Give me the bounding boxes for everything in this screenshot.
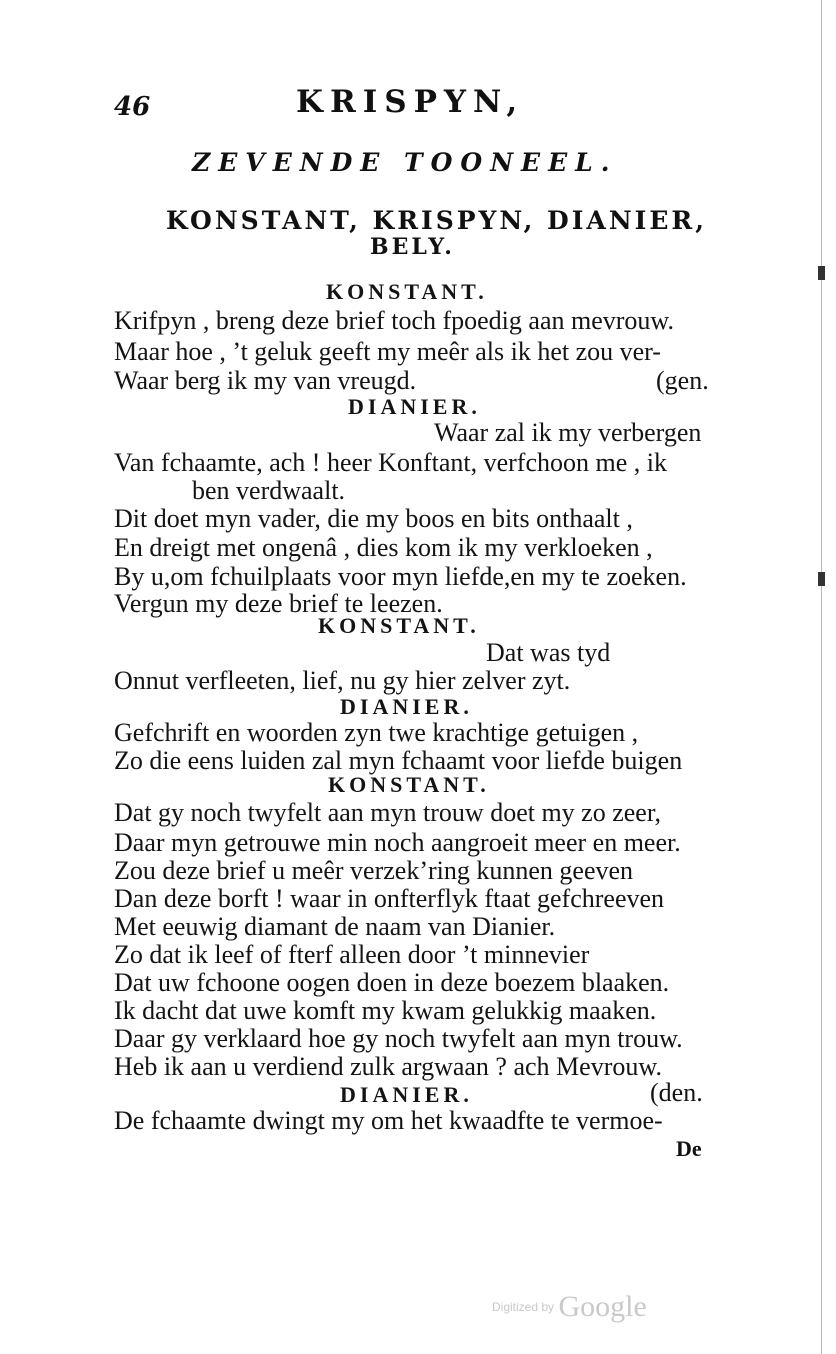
speaker-label: DIANIER. xyxy=(340,1082,473,1107)
cast-line-2: BELY. xyxy=(370,234,455,260)
verse-line: Heb ik aan u verdiend zulk argwaan ? ach Mevrouw. xyxy=(114,1052,662,1081)
verse-line: By u,om fchuilplaats voor myn liefde,en my te zoeken. xyxy=(114,562,687,591)
verse-line: Vergun my deze brief te leezen. xyxy=(114,589,443,618)
verse-line: Dat was tyd xyxy=(486,638,611,667)
speaker-label: KONSTANT. xyxy=(328,772,490,797)
verse-line: Zo die eens luiden zal myn fchaamt voor liefde buigen xyxy=(114,746,683,775)
verse-line: Waar berg ik my van vreugd. xyxy=(114,366,417,395)
verse-line: Krifpyn , breng deze brief toch fpoedig aan mevrouw. xyxy=(114,306,674,335)
verse-line: Dat gy noch twyfelt aan myn trouw doet my zo zeer, xyxy=(114,798,661,827)
cast-line-1: KONSTANT, KRISPYN, DIANIER, xyxy=(166,206,707,235)
verse-line: De fchaamte dwingt my om het kwaadfte te vermoe- xyxy=(114,1106,663,1135)
watermark-logo: Google xyxy=(558,1290,647,1323)
verse-line: Dat uw fchoone oogen doen in deze boezem blaaken. xyxy=(114,968,670,997)
verse-line: Gefchrift en woorden zyn twe krachtige getuigen , xyxy=(114,718,639,747)
verse-line: Zo dat ik leef of fterf alleen door ’t minnevier xyxy=(114,940,590,969)
verse-line: En dreigt met ongenâ , dies kom ik my verkloeken , xyxy=(114,533,653,562)
verse-line: Daar myn getrouwe min noch aangroeit meer en meer. xyxy=(114,828,681,857)
verse-line: Met eeuwig diamant de naam van Dianier. xyxy=(114,912,556,941)
page-edge-mark xyxy=(818,266,825,280)
speaker-label: DIANIER. xyxy=(348,394,481,419)
verse-line-overflow: (den. xyxy=(650,1078,703,1107)
speaker-label: KONSTANT. xyxy=(326,279,488,304)
page-edge-mark xyxy=(818,572,825,586)
page-edge-shadow xyxy=(821,0,822,1354)
verse-line: Van fchaamte, ach ! heer Konftant, verfchoon me , ik xyxy=(114,448,667,477)
page-number: 46 xyxy=(114,92,151,122)
scene-title: ZEVENDE TOONEEL. xyxy=(192,148,618,177)
verse-line: Zou deze brief u meêr verzek’ring kunnen geeven xyxy=(114,856,634,885)
google-watermark xyxy=(492,1290,647,1324)
verse-line: Ik dacht dat uwe komft my kwam gelukkig maaken. xyxy=(114,996,657,1025)
verse-line: Waar zal ik my verbergen xyxy=(434,418,702,447)
verse-line: Daar gy verklaard hoe gy noch twyfelt aan myn trouw. xyxy=(114,1024,683,1053)
watermark-prefix: Digitized by xyxy=(492,1300,555,1314)
running-title: KRISPYN, xyxy=(296,84,525,120)
catchword: De xyxy=(676,1136,702,1161)
verse-line: Dit doet myn vader, die my boos en bits onthaalt , xyxy=(114,504,633,533)
speaker-label: KONSTANT. xyxy=(318,613,480,638)
verse-line: Dan deze borft ! waar in onfterflyk ftaat gefchreeven xyxy=(114,884,665,913)
verse-line-overflow: (gen. xyxy=(656,366,709,395)
verse-line: ben verdwaalt. xyxy=(192,476,346,505)
verse-line: Onnut verfleeten, lief, nu gy hier zelver zyt. xyxy=(114,666,571,695)
verse-line: Maar hoe , ’t geluk geeft my meêr als ik het zou ver- xyxy=(114,337,661,366)
speaker-label: DIANIER. xyxy=(340,694,473,719)
